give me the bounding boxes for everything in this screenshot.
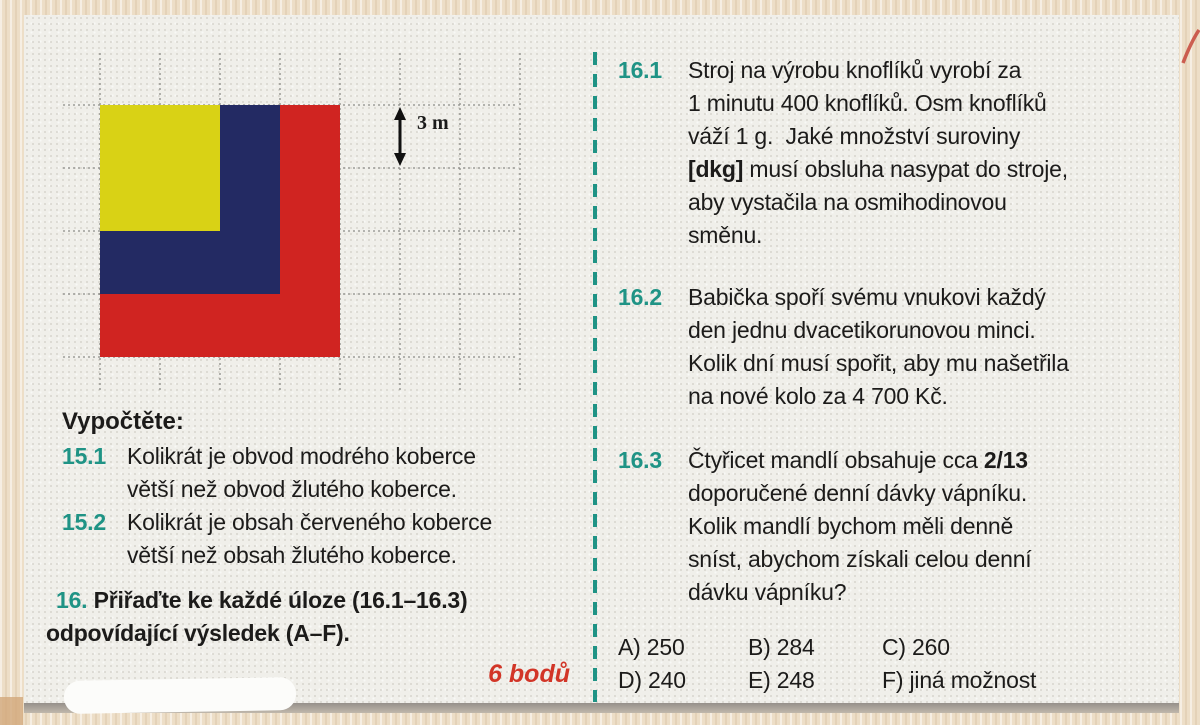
corner-shadow	[0, 697, 23, 725]
measure-arrow-icon	[394, 107, 406, 166]
task-number: 15.1	[62, 443, 106, 469]
text-line: Kolikrát je obsah červeného koberce	[127, 509, 493, 535]
section-heading-vypoctete: Vypočtěte:	[62, 408, 184, 435]
text-line: na nové kolo za 4 700 Kč.	[688, 383, 948, 409]
text-line: sníst, abychom získali celou denní	[688, 546, 1032, 572]
answer-option-e: E) 248	[748, 667, 815, 693]
answer-options	[618, 631, 1158, 697]
task-number: 16.	[56, 587, 88, 613]
text-line: Čtyřicet mandlí obsahuje cca 2/13	[688, 447, 1028, 473]
scale-label: 3 m	[417, 112, 449, 134]
task-15-2	[62, 506, 582, 572]
text-line: větší než obsah žlutého koberce.	[127, 542, 457, 568]
answer-option-f: F) jiná možnost	[882, 667, 1037, 693]
whiteout-mark	[64, 677, 297, 714]
problem-number: 16.1	[618, 57, 662, 83]
text-line: [dkg] musí obsluha nasypat do stroje,	[688, 156, 1068, 182]
text-line: větší než obvod žlutého koberce.	[127, 476, 457, 502]
text-line: Kolik mandlí bychom měli denně	[688, 513, 1014, 539]
text-line: 1 minutu 400 knoflíků. Osm knoflíků	[688, 90, 1047, 116]
text-line: Přiřaďte ke každé úloze (16.1–16.3)	[87, 587, 468, 613]
text-line: doporučené denní dávky vápníku.	[688, 480, 1028, 506]
text-line: den jednu dvacetikorunovou minci.	[688, 317, 1036, 343]
answer-option-c: C) 260	[882, 634, 950, 660]
text-line: Stroj na výrobu knoflíků vyrobí za	[688, 57, 1022, 83]
task-15-1	[62, 440, 582, 506]
problem-16-3	[618, 444, 1158, 609]
problem-number: 16.3	[618, 447, 662, 473]
corner-red-mark	[1180, 27, 1200, 65]
carpet-grid-diagram	[30, 28, 530, 403]
points-badge: 6 bodů	[488, 660, 570, 688]
text-line: váží 1 g. Jaké množství suroviny	[688, 123, 1021, 149]
bold-unit: [dkg]	[688, 156, 744, 182]
text-line: Kolik dní musí spořit, aby mu našetřila	[688, 350, 1069, 376]
column-divider	[593, 52, 597, 702]
yellow-carpet	[100, 105, 220, 231]
task-16	[46, 584, 586, 650]
bold-fraction: 2/13	[983, 447, 1028, 473]
problem-16-1	[618, 54, 1158, 252]
text-line: Kolikrát je obvod modrého koberce	[127, 443, 476, 469]
problem-16-2	[618, 281, 1158, 413]
text-line: aby vystačila na osmihodinovou	[688, 189, 1007, 215]
answer-option-a: A) 250	[618, 634, 685, 660]
answer-option-b: B) 284	[748, 634, 815, 660]
text-line: dávku vápníku?	[688, 579, 847, 605]
problem-number: 16.2	[618, 284, 662, 310]
text-line: Babička spoří svému vnukovi každý	[688, 284, 1046, 310]
task-number: 15.2	[62, 509, 106, 535]
answer-option-d: D) 240	[618, 667, 686, 693]
text-line: odpovídající výsledek (A–F).	[46, 620, 350, 646]
text-line: směnu.	[688, 222, 763, 248]
